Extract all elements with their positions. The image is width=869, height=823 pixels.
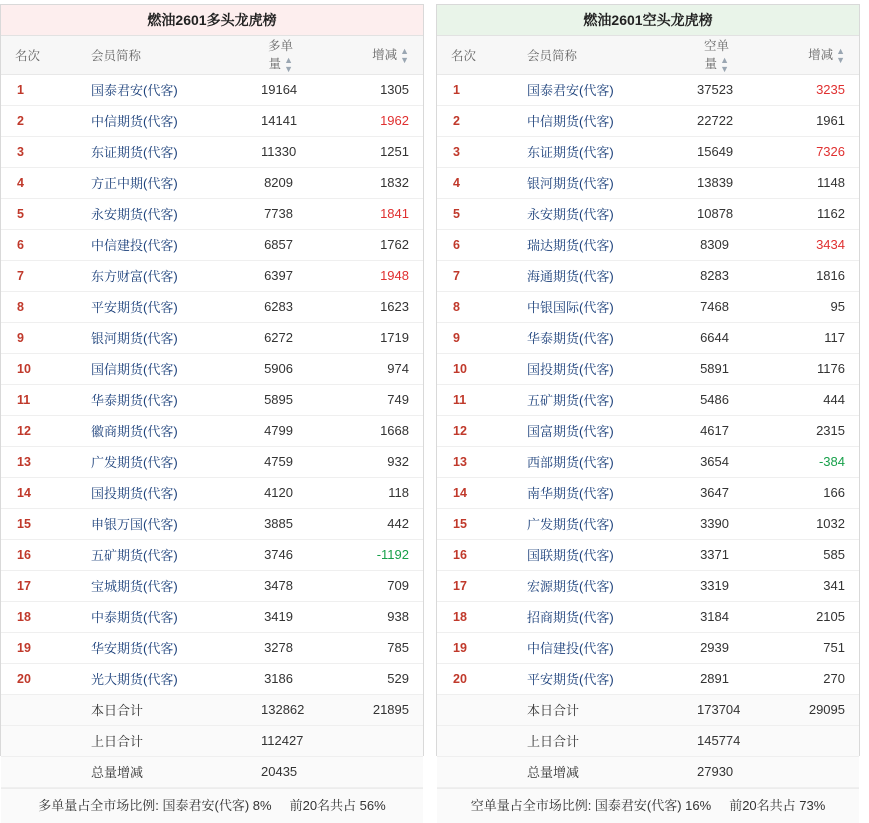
table-row[interactable] <box>437 539 859 570</box>
cell-member-name[interactable]: 国投期货(代客) <box>81 477 251 508</box>
cell-rank: 11 <box>437 384 517 415</box>
cell-rank: 17 <box>1 570 81 601</box>
cell-volume: 3278 <box>251 632 303 663</box>
column-header-change[interactable] <box>739 36 859 74</box>
cell-rank: 1 <box>437 74 517 105</box>
summary-row <box>1 725 423 756</box>
table-body-short <box>437 74 859 787</box>
cell-volume: 4799 <box>251 415 303 446</box>
cell-member-name[interactable]: 平安期货(代客) <box>517 663 687 694</box>
cell-member-name[interactable]: 国富期货(代客) <box>517 415 687 446</box>
cell-rank: 16 <box>1 539 81 570</box>
summary-row <box>437 756 859 787</box>
cell-rank: 5 <box>437 198 517 229</box>
summary-label: 上日合计 <box>517 725 687 756</box>
cell-change: 1841 <box>303 198 423 229</box>
cell-member-name[interactable]: 东方财富(代客) <box>81 260 251 291</box>
summary-volume: 27930 <box>687 756 739 787</box>
cell-change: 1032 <box>739 508 859 539</box>
cell-volume: 3746 <box>251 539 303 570</box>
table-row[interactable] <box>1 539 423 570</box>
column-header-member: 会员简称 <box>81 36 251 74</box>
column-header-rank: 名次 <box>437 36 517 74</box>
table-row[interactable] <box>1 291 423 322</box>
cell-volume: 7738 <box>251 198 303 229</box>
cell-rank: 15 <box>1 508 81 539</box>
summary-change: 21895 <box>303 694 423 725</box>
table-row[interactable] <box>437 663 859 694</box>
cell-volume: 5906 <box>251 353 303 384</box>
cell-volume: 6397 <box>251 260 303 291</box>
cell-member-name[interactable]: 海通期货(代客) <box>517 260 687 291</box>
cell-change: 1832 <box>303 167 423 198</box>
cell-change: 2105 <box>739 601 859 632</box>
footer-ratio-text: 空单量占全市场比例: 国泰君安(代客) 16% <box>470 797 712 813</box>
cell-rank: 3 <box>437 136 517 167</box>
cell-member-name[interactable]: 宝城期货(代客) <box>81 570 251 601</box>
cell-member-name[interactable]: 广发期货(代客) <box>81 446 251 477</box>
table-row[interactable] <box>1 632 423 663</box>
cell-member-name[interactable]: 银河期货(代客) <box>517 167 687 198</box>
column-header-volume-label: 多单量 <box>267 39 293 71</box>
cell-change: 1948 <box>303 260 423 291</box>
table-row[interactable] <box>437 446 859 477</box>
cell-member-name[interactable]: 中信期货(代客) <box>81 105 251 136</box>
table-row[interactable] <box>1 260 423 291</box>
table-row[interactable] <box>437 508 859 539</box>
footer-ratio-text: 多单量占全市场比例: 国泰君安(代客) 8% <box>38 797 272 813</box>
table-row[interactable] <box>437 229 859 260</box>
cell-rank: 19 <box>437 632 517 663</box>
cell-member-name[interactable]: 五矿期货(代客) <box>81 539 251 570</box>
column-header-volume-label: 空单量 <box>703 39 729 71</box>
column-header-volume[interactable] <box>251 36 303 74</box>
cell-volume: 6857 <box>251 229 303 260</box>
table-row[interactable] <box>1 570 423 601</box>
cell-volume: 3371 <box>687 539 739 570</box>
cell-change: 117 <box>739 322 859 353</box>
cell-volume: 19164 <box>251 74 303 105</box>
summary-volume: 112427 <box>251 725 303 756</box>
footer-top20-text: 前20名共占 73% <box>729 797 826 813</box>
sort-icon[interactable]: ▲ ▼ <box>836 45 845 65</box>
cell-member-name[interactable]: 西部期货(代客) <box>517 446 687 477</box>
table-row[interactable] <box>437 322 859 353</box>
cell-member-name[interactable]: 南华期货(代客) <box>517 477 687 508</box>
cell-rank: 18 <box>437 601 517 632</box>
cell-volume: 3654 <box>687 446 739 477</box>
column-header-rank: 名次 <box>1 36 81 74</box>
table-row[interactable] <box>1 322 423 353</box>
summary-spacer <box>1 725 81 756</box>
cell-member-name[interactable]: 永安期货(代客) <box>517 198 687 229</box>
cell-volume: 2939 <box>687 632 739 663</box>
cell-member-name[interactable]: 中信建投(代客) <box>517 632 687 663</box>
cell-change: 1719 <box>303 322 423 353</box>
cell-member-name[interactable]: 中泰期货(代客) <box>81 601 251 632</box>
table-row[interactable] <box>1 136 423 167</box>
cell-rank: 2 <box>437 105 517 136</box>
cell-rank: 15 <box>437 508 517 539</box>
cell-change: 1961 <box>739 105 859 136</box>
cell-rank: 10 <box>1 353 81 384</box>
cell-member-name[interactable]: 广发期货(代客) <box>517 508 687 539</box>
summary-row <box>437 694 859 725</box>
cell-volume: 10878 <box>687 198 739 229</box>
summary-change <box>739 725 859 756</box>
cell-change: 1251 <box>303 136 423 167</box>
cell-member-name[interactable]: 平安期货(代客) <box>81 291 251 322</box>
table-row[interactable] <box>1 663 423 694</box>
cell-change: 1762 <box>303 229 423 260</box>
cell-rank: 14 <box>437 477 517 508</box>
cell-rank: 3 <box>1 136 81 167</box>
cell-change: -384 <box>739 446 859 477</box>
table-body-long <box>1 74 423 787</box>
cell-change: 1176 <box>739 353 859 384</box>
table-row[interactable] <box>437 291 859 322</box>
cell-member-name[interactable]: 中信建投(代客) <box>81 229 251 260</box>
column-header-volume[interactable] <box>687 36 739 74</box>
table-row[interactable] <box>437 105 859 136</box>
cell-rank: 6 <box>437 229 517 260</box>
cell-change: 166 <box>739 477 859 508</box>
table-row[interactable] <box>437 353 859 384</box>
cell-rank: 7 <box>437 260 517 291</box>
cell-member-name[interactable]: 宏源期货(代客) <box>517 570 687 601</box>
table-long <box>1 36 423 788</box>
cell-rank: 4 <box>437 167 517 198</box>
sort-icon[interactable]: ▲ ▼ <box>720 54 729 74</box>
cell-volume: 3478 <box>251 570 303 601</box>
cell-member-name[interactable]: 中银国际(代客) <box>517 291 687 322</box>
cell-volume: 37523 <box>687 74 739 105</box>
cell-member-name[interactable]: 国联期货(代客) <box>517 539 687 570</box>
cell-volume: 3390 <box>687 508 739 539</box>
summary-label: 本日合计 <box>81 694 251 725</box>
cell-change: 709 <box>303 570 423 601</box>
cell-volume: 8283 <box>687 260 739 291</box>
cell-volume: 4120 <box>251 477 303 508</box>
cell-volume: 8209 <box>251 167 303 198</box>
column-header-member: 会员简称 <box>517 36 687 74</box>
column-header-change-label: 增减 <box>808 48 834 62</box>
summary-change <box>739 756 859 787</box>
summary-spacer <box>437 694 517 725</box>
cell-change: 932 <box>303 446 423 477</box>
cell-change: 974 <box>303 353 423 384</box>
cell-rank: 20 <box>1 663 81 694</box>
table-row[interactable] <box>437 74 859 105</box>
cell-rank: 18 <box>1 601 81 632</box>
cell-volume: 3186 <box>251 663 303 694</box>
cell-member-name[interactable]: 国泰君安(代客) <box>81 74 251 105</box>
cell-volume: 14141 <box>251 105 303 136</box>
summary-volume: 173704 <box>687 694 739 725</box>
table-head-long <box>1 36 423 74</box>
table-row[interactable] <box>1 446 423 477</box>
table-row[interactable] <box>437 477 859 508</box>
cell-member-name[interactable]: 华泰期货(代客) <box>517 322 687 353</box>
summary-spacer <box>437 756 517 787</box>
cell-change: 1816 <box>739 260 859 291</box>
table-row[interactable] <box>1 74 423 105</box>
cell-volume: 3885 <box>251 508 303 539</box>
cell-change: 585 <box>739 539 859 570</box>
cell-volume: 13839 <box>687 167 739 198</box>
cell-rank: 10 <box>437 353 517 384</box>
cell-member-name[interactable]: 华安期货(代客) <box>81 632 251 663</box>
cell-change: 7326 <box>739 136 859 167</box>
summary-spacer <box>1 694 81 725</box>
cell-change: 444 <box>739 384 859 415</box>
panel-footer-long <box>1 788 423 823</box>
cell-volume: 4617 <box>687 415 739 446</box>
panel-long <box>0 4 424 813</box>
cell-change: 270 <box>739 663 859 694</box>
cell-rank: 7 <box>1 260 81 291</box>
cell-member-name[interactable]: 东证期货(代客) <box>517 136 687 167</box>
cell-change: 1623 <box>303 291 423 322</box>
table-row[interactable] <box>437 415 859 446</box>
cell-change: 3434 <box>739 229 859 260</box>
cell-change: 118 <box>303 477 423 508</box>
summary-spacer <box>437 725 517 756</box>
cell-rank: 19 <box>1 632 81 663</box>
cell-member-name[interactable]: 光大期货(代客) <box>81 663 251 694</box>
cell-volume: 3319 <box>687 570 739 601</box>
cell-member-name[interactable]: 华泰期货(代客) <box>81 384 251 415</box>
table-row[interactable] <box>1 508 423 539</box>
header-row <box>437 36 859 74</box>
cell-change: 529 <box>303 663 423 694</box>
panel-short <box>436 4 860 813</box>
cell-member-name[interactable]: 国信期货(代客) <box>81 353 251 384</box>
cell-rank: 1 <box>1 74 81 105</box>
table-row[interactable] <box>1 415 423 446</box>
cell-volume: 8309 <box>687 229 739 260</box>
cell-rank: 9 <box>437 322 517 353</box>
summary-row <box>437 725 859 756</box>
summary-label: 本日合计 <box>517 694 687 725</box>
cell-volume: 3419 <box>251 601 303 632</box>
cell-change: 751 <box>739 632 859 663</box>
cell-change: 1162 <box>739 198 859 229</box>
table-row[interactable] <box>437 384 859 415</box>
cell-volume: 3184 <box>687 601 739 632</box>
cell-member-name[interactable]: 申银万国(代客) <box>81 508 251 539</box>
panel-footer-short <box>437 788 859 823</box>
cell-volume: 6283 <box>251 291 303 322</box>
table-row[interactable] <box>1 601 423 632</box>
column-header-change[interactable] <box>303 36 423 74</box>
table-short <box>437 36 859 788</box>
table-row[interactable] <box>437 198 859 229</box>
cell-change: 442 <box>303 508 423 539</box>
cell-change: 1962 <box>303 105 423 136</box>
summary-label: 总量增减 <box>517 756 687 787</box>
cell-member-name[interactable]: 徽商期货(代客) <box>81 415 251 446</box>
cell-rank: 2 <box>1 105 81 136</box>
table-row[interactable] <box>437 167 859 198</box>
table-row[interactable] <box>1 384 423 415</box>
table-row[interactable] <box>1 353 423 384</box>
summary-row <box>1 756 423 787</box>
cell-change: -1192 <box>303 539 423 570</box>
cell-volume: 6272 <box>251 322 303 353</box>
cell-rank: 12 <box>437 415 517 446</box>
panel-title-long: 燃油2601多头龙虎榜 <box>1 5 423 36</box>
cell-change: 1305 <box>303 74 423 105</box>
cell-change: 1148 <box>739 167 859 198</box>
summary-row <box>1 694 423 725</box>
summary-label: 上日合计 <box>81 725 251 756</box>
sort-icon[interactable]: ▲ ▼ <box>284 54 293 74</box>
cell-rank: 8 <box>437 291 517 322</box>
cell-rank: 16 <box>437 539 517 570</box>
cell-member-name[interactable]: 五矿期货(代客) <box>517 384 687 415</box>
table-row[interactable] <box>437 260 859 291</box>
sort-icon[interactable]: ▲ ▼ <box>400 45 409 65</box>
cell-member-name[interactable]: 永安期货(代客) <box>81 198 251 229</box>
cell-rank: 17 <box>437 570 517 601</box>
summary-volume: 145774 <box>687 725 739 756</box>
cell-volume: 3647 <box>687 477 739 508</box>
panel-title-short: 燃油2601空头龙虎榜 <box>437 5 859 36</box>
summary-volume: 132862 <box>251 694 303 725</box>
cell-rank: 5 <box>1 198 81 229</box>
cell-rank: 13 <box>437 446 517 477</box>
cell-rank: 12 <box>1 415 81 446</box>
cell-change: 341 <box>739 570 859 601</box>
cell-volume: 7468 <box>687 291 739 322</box>
cell-member-name[interactable]: 国投期货(代客) <box>517 353 687 384</box>
table-head-short <box>437 36 859 74</box>
table-row[interactable] <box>437 136 859 167</box>
cell-member-name[interactable]: 东证期货(代客) <box>81 136 251 167</box>
cell-change: 2315 <box>739 415 859 446</box>
column-header-change-label: 增减 <box>372 48 398 62</box>
cell-volume: 2891 <box>687 663 739 694</box>
cell-volume: 5895 <box>251 384 303 415</box>
cell-member-name[interactable]: 银河期货(代客) <box>81 322 251 353</box>
cell-rank: 20 <box>437 663 517 694</box>
footer-top20-text: 前20名共占 56% <box>289 797 386 813</box>
cell-member-name[interactable]: 方正中期(代客) <box>81 167 251 198</box>
cell-rank: 14 <box>1 477 81 508</box>
table-row[interactable] <box>1 229 423 260</box>
table-row[interactable] <box>1 167 423 198</box>
cell-rank: 8 <box>1 291 81 322</box>
cell-volume: 6644 <box>687 322 739 353</box>
cell-volume: 11330 <box>251 136 303 167</box>
summary-change <box>303 725 423 756</box>
cell-volume: 22722 <box>687 105 739 136</box>
cell-rank: 6 <box>1 229 81 260</box>
cell-member-name[interactable]: 招商期货(代客) <box>517 601 687 632</box>
table-row[interactable] <box>437 570 859 601</box>
cell-rank: 9 <box>1 322 81 353</box>
header-row <box>1 36 423 74</box>
table-row[interactable] <box>437 632 859 663</box>
summary-change: 29095 <box>739 694 859 725</box>
cell-change: 95 <box>739 291 859 322</box>
table-row[interactable] <box>1 105 423 136</box>
cell-member-name[interactable]: 瑞达期货(代客) <box>517 229 687 260</box>
summary-change <box>303 756 423 787</box>
cell-change: 3235 <box>739 74 859 105</box>
table-row[interactable] <box>1 477 423 508</box>
cell-member-name[interactable]: 国泰君安(代客) <box>517 74 687 105</box>
summary-volume: 20435 <box>251 756 303 787</box>
cell-change: 749 <box>303 384 423 415</box>
cell-change: 785 <box>303 632 423 663</box>
cell-change: 1668 <box>303 415 423 446</box>
cell-member-name[interactable]: 中信期货(代客) <box>517 105 687 136</box>
cell-volume: 5891 <box>687 353 739 384</box>
cell-rank: 13 <box>1 446 81 477</box>
cell-volume: 5486 <box>687 384 739 415</box>
table-row[interactable] <box>1 198 423 229</box>
summary-spacer <box>1 756 81 787</box>
cell-volume: 15649 <box>687 136 739 167</box>
cell-volume: 4759 <box>251 446 303 477</box>
cell-change: 938 <box>303 601 423 632</box>
summary-label: 总量增减 <box>81 756 251 787</box>
cell-rank: 4 <box>1 167 81 198</box>
table-row[interactable] <box>437 601 859 632</box>
cell-rank: 11 <box>1 384 81 415</box>
